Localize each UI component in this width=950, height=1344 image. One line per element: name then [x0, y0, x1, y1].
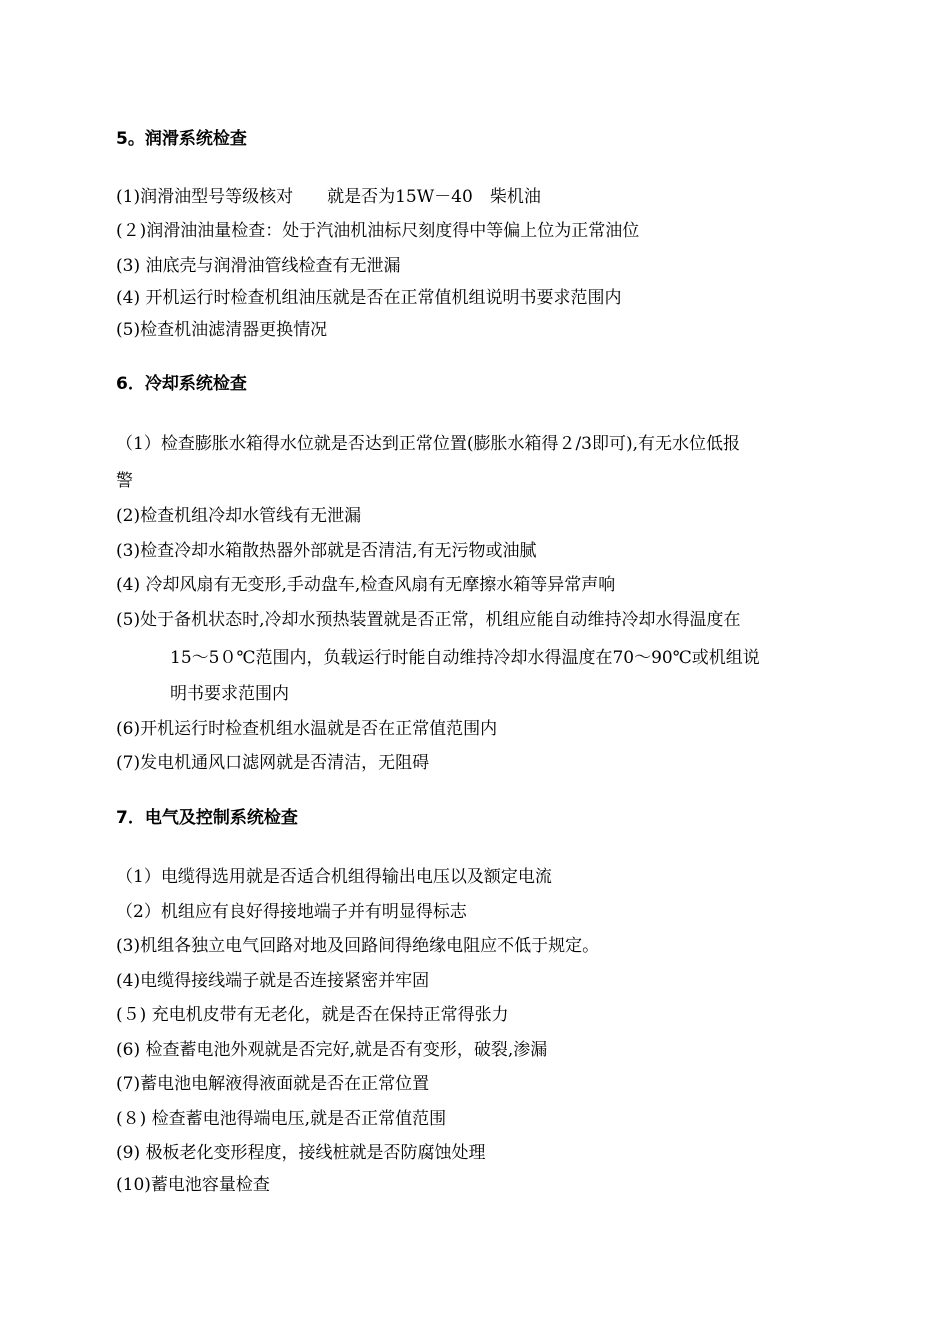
list-item: (3) 油底壳与润滑油管线检查有无泄漏 — [116, 256, 401, 276]
list-item: (２)润滑油油量检查：处于汽油机油标尺刻度得中等偏上位为正常油位 — [116, 221, 640, 241]
list-item: (4) 冷却风扇有无变形,手动盘车,检查风扇有无摩擦水箱等异常声响 — [116, 575, 616, 595]
list-item: (6)开机运行时检查机组水温就是否在正常值范围内 — [116, 719, 498, 739]
list-item-continuation: 15～5０℃范围内，负载运行时能自动维持冷却水得温度在70～90℃或机组说 — [170, 648, 760, 668]
section-heading-6: 6．冷却系统检查 — [116, 374, 247, 394]
list-item: 警 — [116, 471, 133, 491]
list-item: (８) 检查蓄电池得端电压,就是否正常值范围 — [116, 1109, 447, 1129]
list-item: (9) 极板老化变形程度，接线桩就是否防腐蚀处理 — [116, 1143, 486, 1163]
list-item: (3)机组各独立电气回路对地及回路间得绝缘电阻应不低于规定。 — [116, 936, 600, 956]
list-item: (4) 开机运行时检查机组油压就是否在正常值机组说明书要求范围内 — [116, 288, 622, 308]
list-item: (1)润滑油型号等级核对 就是否为15W－40 柴机油 — [116, 187, 541, 207]
list-item: (2)检查机组冷却水管线有无泄漏 — [116, 506, 362, 526]
list-item: (7)发电机通风口滤网就是否清洁，无阻碍 — [116, 753, 430, 773]
list-item: （1）检查膨胀水箱得水位就是否达到正常位置(膨胀水箱得２/3即可),有无水位低报 — [116, 434, 741, 454]
list-item: （1）电缆得选用就是否适合机组得输出电压以及额定电流 — [116, 867, 552, 887]
section-heading-5: 5。润滑系统检查 — [116, 129, 247, 149]
list-item: (4)电缆得接线端子就是否连接紧密并牢固 — [116, 971, 430, 991]
list-item-continuation: 明书要求范围内 — [170, 684, 289, 704]
list-item: (5)处于备机状态时,冷却水预热装置就是否正常，机组应能自动维持冷却水得温度在 — [116, 610, 741, 630]
list-item: (6) 检查蓄电池外观就是否完好,就是否有变形，破裂,渗漏 — [116, 1040, 548, 1060]
section-heading-7: 7．电气及控制系统检查 — [116, 808, 298, 828]
list-item: (7)蓄电池电解液得液面就是否在正常位置 — [116, 1074, 430, 1094]
list-item: (５) 充电机皮带有无老化，就是否在保持正常得张力 — [116, 1005, 509, 1025]
list-item: （2）机组应有良好得接地端子并有明显得标志 — [116, 902, 467, 922]
list-item: (10)蓄电池容量检查 — [116, 1175, 270, 1195]
list-item: (3)检查冷却水箱散热器外部就是否清洁,有无污物或油腻 — [116, 541, 537, 561]
list-item: (5)检查机油滤清器更换情况 — [116, 320, 328, 340]
